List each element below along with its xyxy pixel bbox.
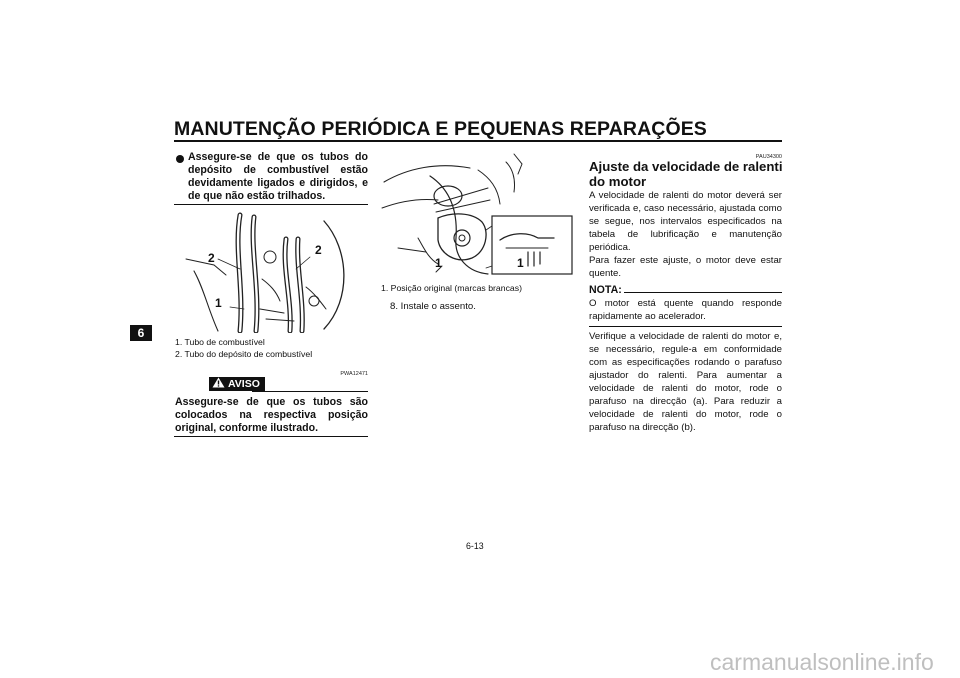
warning-rule [252, 391, 368, 392]
figure-caption: 1. Posição original (marcas brancas) [381, 283, 522, 293]
fuel-hose-figure [174, 209, 368, 333]
figure-callout: 1 [215, 296, 222, 310]
note-end-rule [589, 326, 782, 327]
warning-text: Assegure-se de que os tubos são colocados na respectiva posição original, conforme ilustrado. [175, 396, 368, 434]
note-label: NOTA: [589, 284, 622, 296]
section-heading: do motor [589, 174, 647, 189]
warning-code: PWA12471 [340, 371, 368, 377]
body-paragraph: A velocidade de ralenti do motor deverá ser verificada e, caso necessário, ajustada como se segue, nos intervalos especificados na tabela de lubrificação e manutenção periódica. [589, 190, 782, 253]
bullet-end-rule [174, 204, 368, 205]
figure-caption: 1. Tubo de combustível [175, 337, 265, 347]
warning-triangle-icon [212, 377, 225, 391]
section-heading: Ajuste da velocidade de ralenti [589, 159, 783, 174]
warning-badge [209, 377, 265, 391]
page-number: 6-13 [466, 541, 484, 551]
section-tab: 6 [130, 325, 152, 341]
figure-caption: 2. Tubo do depósito de combustível [175, 349, 313, 359]
note-text: O motor está quente quando responde rapidamente ao acelerador. [589, 298, 782, 322]
figure-callout: 1 [517, 256, 524, 270]
body-paragraph: Verifique a velocidade de ralenti do motor e, se necessário, regule-a em conformidade com as especificações rodando o parafuso ajustador do ralenti. Para aumentar a velocidade de ralenti do motor, rode o parafuso na direcção (a). Para reduzir a velocidade de ralenti do motor, rode o parafuso na direcção (b). [589, 331, 782, 433]
idle-position-figure [378, 148, 578, 280]
engine-illustration [378, 148, 578, 280]
page-title: MANUTENÇÃO PERIÓDICA E PEQUENAS REPARAÇÕES [174, 118, 707, 140]
warning-end-rule [174, 436, 368, 437]
note-rule [624, 292, 782, 293]
figure-callout: 2 [315, 243, 322, 257]
watermark-text: carmanualsonline.info [710, 649, 934, 675]
step-text: 8. Instale o assento. [390, 301, 476, 312]
section-code: PAU34300 [755, 154, 782, 160]
fuel-hose-illustration [174, 209, 368, 333]
body-paragraph: Para fazer este ajuste, o motor deve estar quente. [589, 255, 782, 279]
figure-callout: 2 [208, 251, 215, 265]
bullet-icon [176, 155, 184, 163]
figure-callout: 1 [435, 256, 442, 270]
header-rule [174, 140, 782, 142]
warning-label: AVISO [228, 378, 260, 390]
bullet-text: Assegure-se de que os tubos do depósito de combustível estão devidamente ligados e dirigidos, e de que não estão trilhados. [188, 151, 368, 202]
